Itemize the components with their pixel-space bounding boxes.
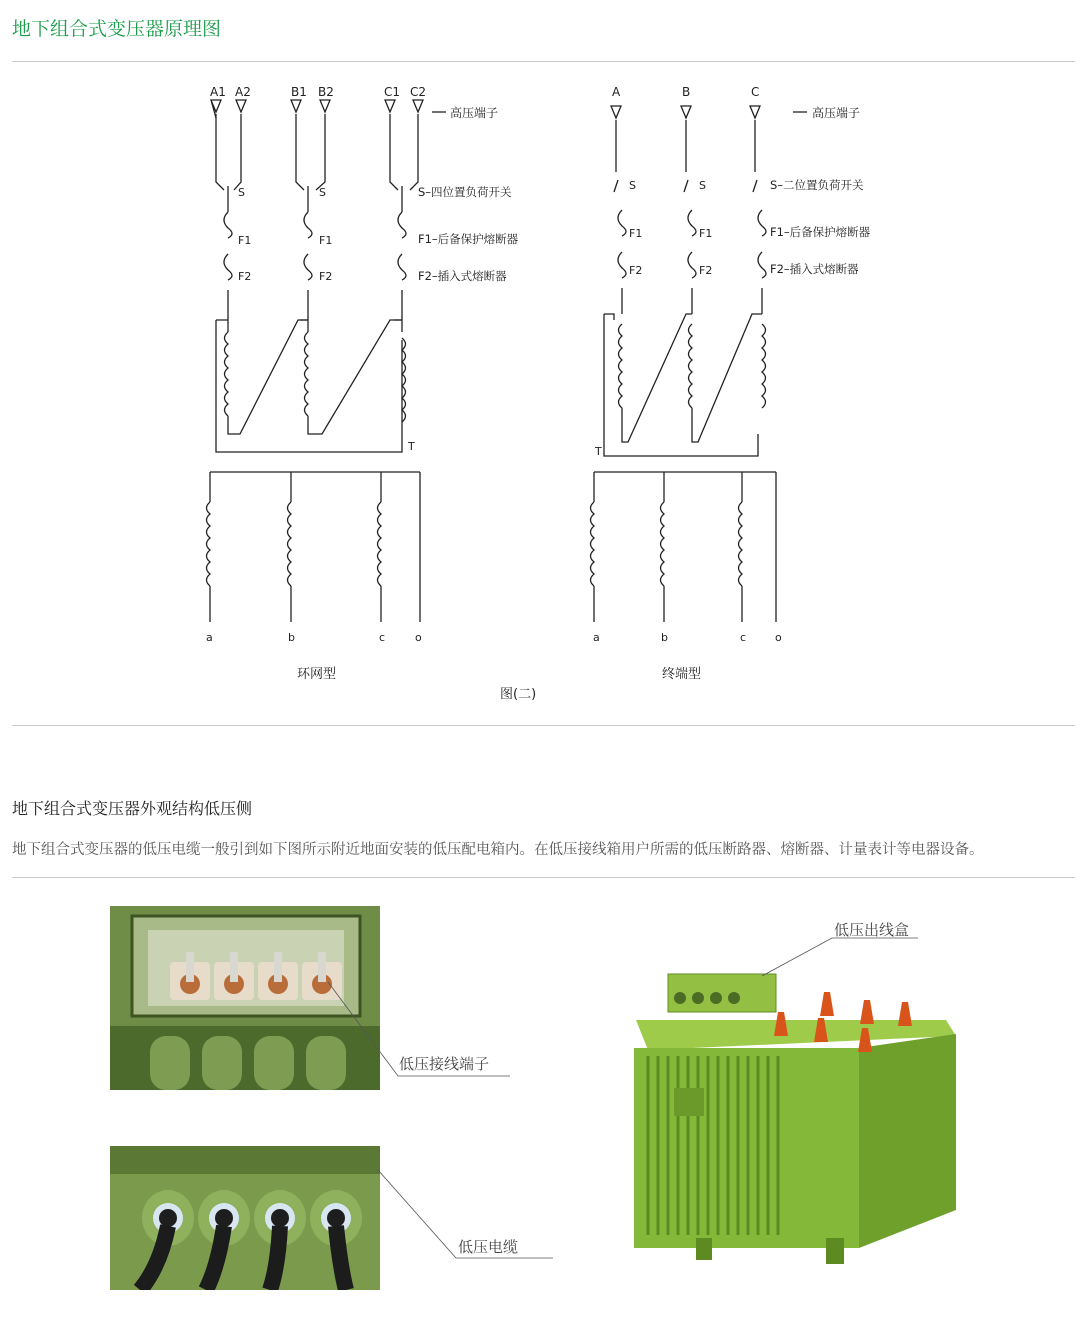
lv-label: o (775, 631, 782, 644)
section-heading: 地下组合式变压器外观结构低压侧 (12, 799, 253, 818)
switch-tag: S (319, 186, 326, 199)
lv-label: o (415, 631, 422, 644)
switch-tag: S (238, 186, 245, 199)
section-title: 地下组合式变压器原理图 (12, 18, 222, 40)
ring-caption: 环网型 (297, 667, 337, 682)
terminal-label: C1 (384, 85, 401, 99)
f1-tag: F1 (699, 227, 713, 240)
switch-desc: S–四位置负荷开关 (418, 185, 512, 199)
f2-desc: F2–插入式熔断器 (418, 269, 507, 283)
lv-label: a (206, 631, 213, 644)
lv-label: b (288, 631, 295, 644)
terminal-label: B1 (291, 85, 307, 99)
f2-tag: F2 (319, 270, 333, 283)
terminal-label: A2 (235, 85, 251, 99)
lv-label: c (740, 631, 747, 644)
f1-tag: F1 (238, 234, 252, 247)
f1-desc: F1–后备保护熔断器 (418, 232, 519, 246)
terminal-caption: 终端型 (662, 667, 702, 682)
lv-cable-callout: 低压电缆 (458, 1238, 519, 1256)
hv-terminal-label: 高压端子 (450, 106, 499, 120)
figure-caption: 图(二) (500, 687, 537, 702)
switch-desc: S–二位置负荷开关 (770, 178, 864, 192)
terminal-label: B2 (318, 85, 334, 99)
terminal-label: B (682, 85, 691, 99)
t-label: T (595, 445, 602, 458)
terminal-label: C2 (410, 85, 427, 99)
switch-tag: S (629, 179, 636, 192)
f1-tag: F1 (629, 227, 643, 240)
hv-terminal-label: 高压端子 (812, 106, 861, 120)
f1-tag: F1 (319, 234, 333, 247)
lv-terminal-callout: 低压接线端子 (399, 1055, 490, 1073)
lv-box-callout: 低压出线盒 (834, 921, 910, 939)
f2-tag: F2 (238, 270, 252, 283)
switch-tag: S (699, 179, 706, 192)
section-paragraph: 地下组合式变压器的低压电缆一般引到如下图所示附近地面安装的低压配电箱内。在低压接线箱用户所需的低压断路器、熔断器、计量表计等电器设备。 (12, 842, 984, 858)
f2-tag: F2 (629, 264, 643, 277)
f2-desc: F2–插入式熔断器 (770, 262, 859, 276)
lv-label: b (661, 631, 668, 644)
terminal-label: A (612, 85, 621, 99)
terminal-label: A1 (210, 85, 226, 99)
t-label: T (408, 440, 415, 453)
f2-tag: F2 (699, 264, 713, 277)
terminal-label: C (751, 85, 760, 99)
f1-desc: F1–后备保护熔断器 (770, 225, 871, 239)
lv-label: c (379, 631, 386, 644)
lv-label: a (593, 631, 600, 644)
